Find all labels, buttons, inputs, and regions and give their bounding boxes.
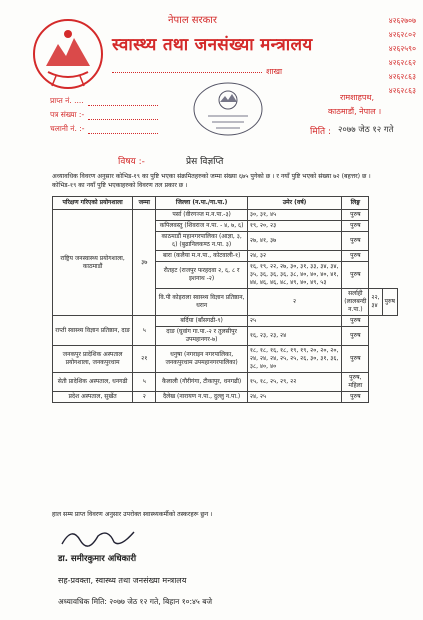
phone-number: ४२६२७०७ xyxy=(388,16,416,25)
address-line-1: रामशाहपथ, xyxy=(340,93,375,102)
cases-table xyxy=(52,196,398,403)
cell-sex: पुरुष, महिला xyxy=(342,373,369,392)
table-body xyxy=(53,210,398,403)
cell-district: कपिलवस्तु (शिवराज न.पा. - ४, ७, ६) xyxy=(156,221,247,232)
cell-sex: पुरुष xyxy=(342,316,369,327)
cell-ages: १५, १८, २५, २९, २२ xyxy=(247,373,341,392)
cell-sex: पुरुष xyxy=(342,251,369,262)
table-row xyxy=(53,346,398,373)
cell-ages: २४, २५ xyxy=(247,392,341,403)
nepal-emblem-icon xyxy=(28,14,108,94)
cell-district: धनुषा (नगराइन नगरपालिका, जनकपुरधाम उपमहानगरपालिका) xyxy=(156,346,247,373)
cell-lab: सेती प्रादेशिक अस्पताल, धनगढी xyxy=(53,373,133,392)
cell-sex: पुरुष xyxy=(342,221,369,232)
cell-district: दाङ (घुवांग गा.पा.-२ र तुलसीपुर उपमहानगर-७) xyxy=(156,327,247,346)
cell-sex: पुरुष xyxy=(342,392,369,403)
cell-ages: २७, ४१, ३७ xyxy=(247,232,341,251)
header-total: जम्मा xyxy=(133,197,156,210)
header-ages: उमेर (वर्ष) xyxy=(247,197,341,210)
table-row xyxy=(53,316,398,327)
table-row xyxy=(53,392,398,403)
cell-ages: २४, ३२ xyxy=(247,251,341,262)
cell-district: सर्लाही (लालबन्दी न.पा.) xyxy=(342,289,369,316)
subject-value: प्रेस विज्ञप्ति xyxy=(186,157,224,167)
cell-total: २१ xyxy=(133,346,156,373)
cell-lab: प्रदेश अस्पताल, सुर्खेत xyxy=(53,392,133,403)
cell-ages: १६, २३, २३, २४ xyxy=(247,327,341,346)
signatory-name: डा. समीरकुमार अधिकारी xyxy=(58,554,137,564)
header-lab: परिक्षण गरिएको प्रयोगशाला xyxy=(53,197,133,210)
ministry-title: स्वास्थ्य तथा जनसंख्या मन्त्रालय xyxy=(112,35,313,55)
cell-lab: राप्ती स्वास्थ्य विज्ञान प्रतिष्ठान, दाङ xyxy=(53,316,133,346)
cell-lab: जनकपुर प्रादेशिक अस्पताल प्रयोगशाला, जनकपुरधाम xyxy=(53,346,133,373)
phone-numbers xyxy=(376,14,416,98)
cell-ages: २२, ३४ xyxy=(369,289,382,316)
cell-total: २ xyxy=(247,289,341,316)
table-row xyxy=(53,210,398,221)
phone-number: ४२६२८६३ xyxy=(388,86,416,95)
cell-district: बारा (कलैया म.न.पा., कोटवाली-१) xyxy=(156,251,247,262)
cell-sex: पुरुष xyxy=(342,210,369,221)
cell-sex: पुरुष xyxy=(342,346,369,373)
cell-ages: १९, २०, २३ xyxy=(247,221,341,232)
reference-number-field: चलानी नं. :- xyxy=(50,124,158,134)
cell-district: कैलाली (गौरीगंगा, टीकापुर, धनगढी) xyxy=(156,373,247,392)
cell-total: ५ xyxy=(133,316,156,346)
receipt-field: प्राप्त नं. .... xyxy=(50,96,158,106)
subject-label: विषय :- xyxy=(118,157,145,167)
cell-lab: राष्ट्रिय जनस्वास्थ्य प्रयोगशाला, काठमाडौं xyxy=(53,210,133,316)
phone-number: ४२६२८६३ xyxy=(388,72,416,81)
cell-district: रौतहट (राजपुर फरहदवा २, ६, ८ र इशनाथ -२) xyxy=(156,262,247,289)
signatory-designation: सह-प्रवक्ता, स्वास्थ्य तथा जनसंख्या मन्त्रालय xyxy=(58,576,187,585)
office-stamp-icon xyxy=(190,80,266,138)
table-row xyxy=(53,373,398,392)
intro-paragraph: अध्यावधिक विवरण अनुसार कोभिड-१९ का पुष्टि भएका संक्रमितहरुको जम्मा संख्या ६७५ पुगेको छ । र नयाँ पुष्टि भएको संख्या ७२ (बहत्तर) छ । कोभिड-१९ का नयाँ पुष्टि भएकाहरुको विवरण तल प्रकार छ । xyxy=(52,173,371,189)
cell-sex: पुरुष xyxy=(382,289,397,316)
cell-ages: ३०, ३१, ४५ xyxy=(247,210,341,221)
cell-sex: पुरुष xyxy=(342,262,369,289)
date-value: २०७७ जेठ १२ गते xyxy=(338,125,394,135)
closing-note: हाल सम्म प्राप्त विवरण अनुसार उपरोक्त स्वास्थ्यकर्मीको तस्करहरू छुन । xyxy=(52,511,213,518)
cell-district: पर्सा (वीरगञ्ज म.न.पा.-३) xyxy=(156,210,247,221)
cell-ages: २५ xyxy=(247,316,341,327)
branch-line xyxy=(112,72,262,73)
cell-district: बर्दिया (बाँसगढी-९) xyxy=(156,316,247,327)
cell-total: ३७ xyxy=(133,210,156,316)
updated-timestamp: अध्यावधिक मिति: २०७७ जेठ १२ गते, बिहान १०:४५ बजे xyxy=(58,597,213,606)
branch-label: शाखा xyxy=(266,67,283,76)
cell-total: २ xyxy=(133,392,156,403)
signature-icon xyxy=(58,522,138,550)
cell-sex: पुरुष xyxy=(342,232,369,251)
letter-number-field: पत्र संख्या :- xyxy=(50,110,158,120)
cell-district: दैलेख (नारायण न.पा., दुल्लु न.पा.) xyxy=(156,392,247,403)
date-label: मिति : xyxy=(310,127,332,137)
table-header-row xyxy=(53,197,398,210)
cell-total: ५ xyxy=(133,373,156,392)
phone-number: ४२६२८६२ xyxy=(388,58,416,67)
cell-ages: १८, १८, १६, १८, १९, १९, २०, २०, २०, २४, २४, २४, २५, २५, २६, ३०, ३१, ३६, ३८, ४०, ४० xyxy=(247,346,341,373)
cell-lab: वि.पी कोइराला स्वास्थ्य विज्ञान प्रतिष्ठान, धरान xyxy=(156,289,247,316)
cell-ages: १६, १९, २२, २७, ३०, ३१, ३३, ३४, ३४, ३५, ३६, ३६, ३६, ३८, ४०, ४०, ४०, ४१, ४४, ४६, ४६, ४८, ४९, ४०, ४९, ५३ xyxy=(247,262,341,289)
header-sex: लिङ्ग xyxy=(342,197,369,210)
phone-number: ४२६२५९० xyxy=(388,44,416,53)
phone-number: ४२६२८०२ xyxy=(388,30,416,39)
header-district: जिल्ला (न.पा./गा.पा.) xyxy=(156,197,247,210)
cell-district: काठमाडौं महानगरपालिका (आज्ञा, ३, ६) (बुढानिलकण्ठ न.पा. ३) xyxy=(156,232,247,251)
government-label: नेपाल सरकार xyxy=(168,15,217,26)
cell-sex: पुरुष xyxy=(342,327,369,346)
address-line-2: काठमाडौं, नेपाल । xyxy=(328,107,382,116)
